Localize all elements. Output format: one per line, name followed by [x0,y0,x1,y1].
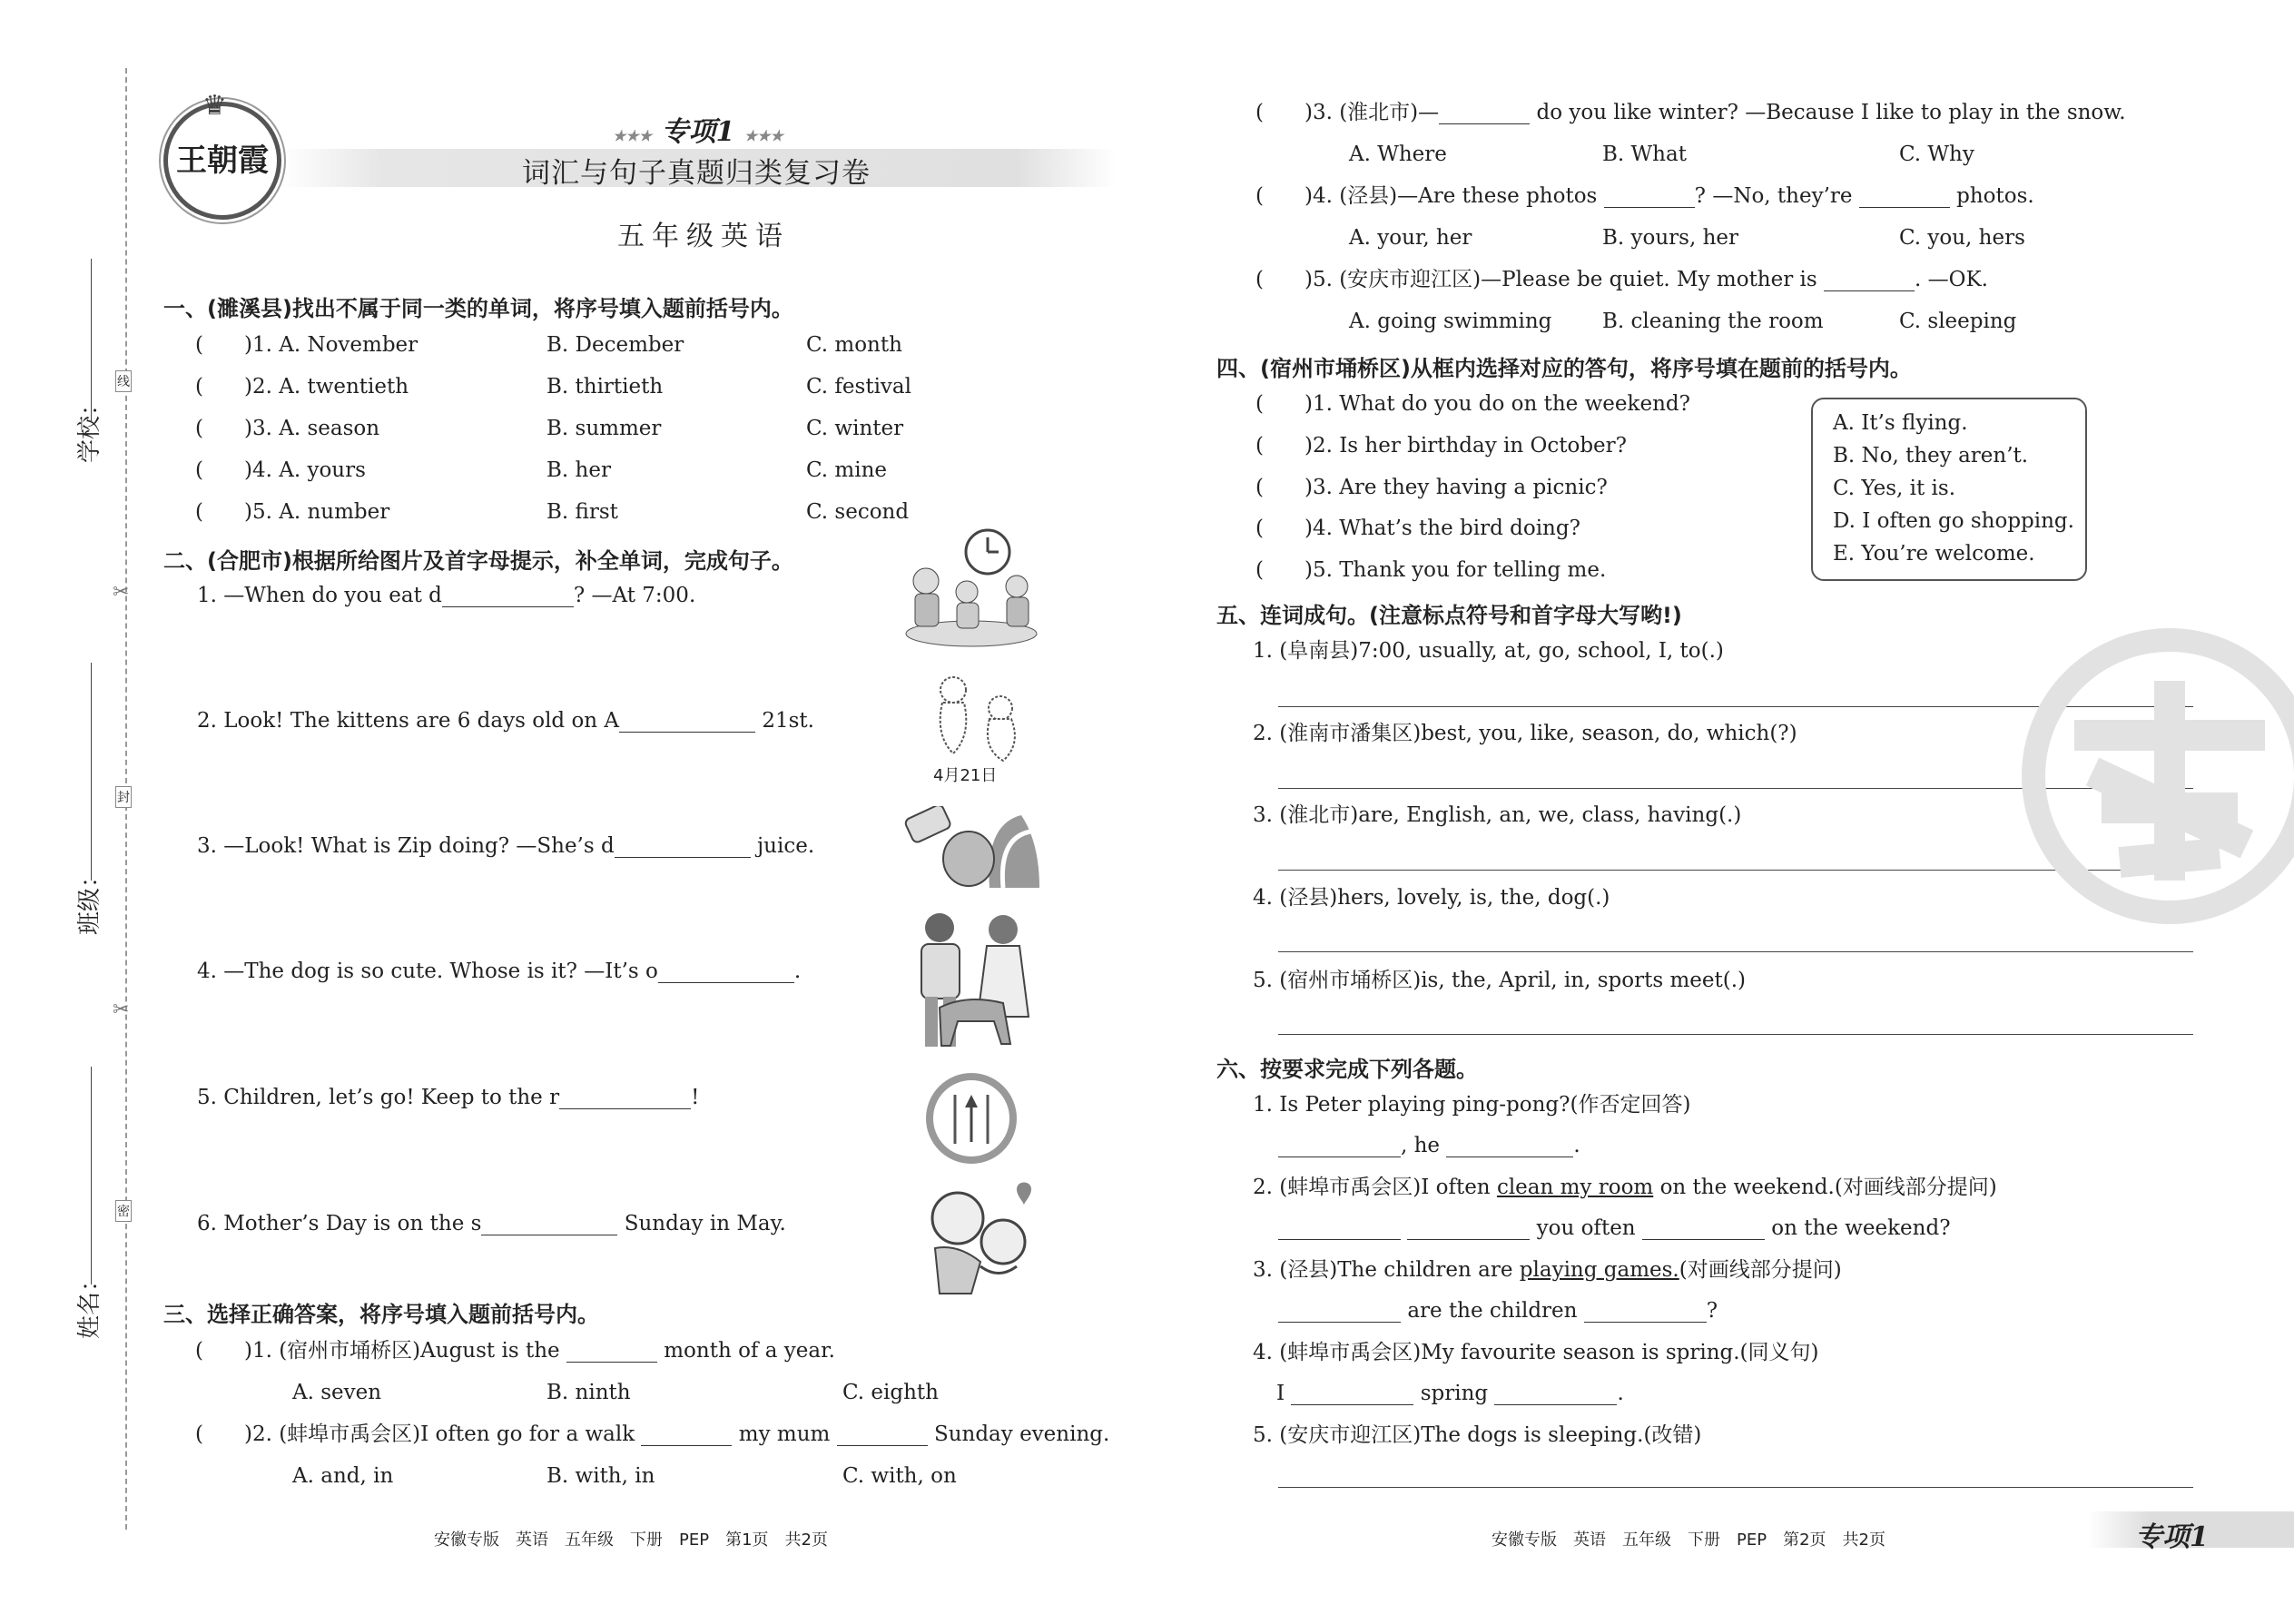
answer-blank[interactable] [1494,1383,1617,1405]
class-label: 班级： [76,863,103,935]
option-c: C. sleeping [1899,310,2017,333]
section6-heading: 六、按要求完成下列各题。 [1216,1057,1478,1082]
list-item: 4. —The dog is so cute. Whose is it? —It’s o . [197,960,802,983]
answer-line[interactable] [1278,951,2193,952]
option-c: C. mine [806,458,887,482]
page-subtitle: 五年级英语 [617,221,790,252]
section4-heading: 四、(宿州市埇桥区)从框内选择对应的答句，将序号填在题前的括号内。 [1216,356,1912,381]
name-label: 姓名： [76,1267,103,1339]
list-item: ( )1. What do you do on the weekend? [1255,392,1690,416]
binding-margin [0,0,163,1543]
list-item: ( )2. A. twentieth [195,375,409,399]
option-a: A. your, her [1349,226,1472,250]
section3-heading: 三、选择正确答案，将序号填入题前括号内。 [163,1302,599,1327]
crown-icon: ♛ [202,90,227,122]
cut-mark-xian: 线 [115,370,132,392]
answer-line[interactable] [1278,1487,2193,1488]
list-item: ( )3. Are they having a picnic? [1255,476,1608,499]
answer-blank[interactable] [1278,1300,1401,1323]
answer-line[interactable] [1278,1034,2193,1035]
answer-blank[interactable] [1584,1300,1707,1323]
option-b: B. cleaning the room [1602,310,1824,333]
option-item: D. I often go shopping. [1833,509,2074,533]
option-a: A. seven [292,1381,382,1404]
option-c: C. with, on [842,1464,957,1488]
option-item: E. You’re welcome. [1833,542,2035,566]
list-item: 3. —Look! What is Zip doing? —She’s d juice. [197,834,815,858]
list-item: 6. Mother’s Day is on the s Sunday in May. [197,1212,786,1235]
question: 1. Is Peter playing ping-pong?(作否定回答) [1253,1093,1691,1117]
option-a: A. going swimming [1349,310,1552,333]
option-b: B. December [546,333,684,357]
section2-heading: 二、(合肥市)根据所给图片及首字母提示，补全单词，完成句子。 [163,548,793,574]
answer-blank[interactable] [658,960,794,983]
mothers-day-picture [917,1180,1044,1298]
answer-blank[interactable] [1859,185,1950,208]
answer-blank[interactable] [442,585,574,607]
series-tag-text: 专项1 [661,116,735,148]
secret-seal-watermark [2020,626,2294,926]
list-item: ( )2. (蚌埠市禹会区)I often go for a walk my mum Sunday evening. [195,1422,1110,1446]
answer-blank[interactable] [1439,102,1530,124]
answer-blank[interactable] [559,1087,691,1109]
list-item: ( )5. (安庆市迎江区)—Please be quiet. My mother is . —OK. [1255,268,1988,291]
list-item: 2. (淮南市潘集区)best, you, like, season, do, which(?) [1253,722,1797,745]
question: 3. (泾县)The children are playing games.(对画线部分提问) [1253,1258,1842,1282]
kittens-picture [917,672,1035,772]
answer-blank[interactable] [481,1213,617,1235]
logo [163,90,281,220]
footer-tag: 专项1 [2135,1521,2209,1553]
list-item: ( )1. A. November [195,333,418,357]
list-item: 2. Look! The kittens are 6 days old on A 21st. [197,709,814,733]
logo-text: 王朝霞 [176,143,269,179]
cut-mark-mi: 密 [115,1200,132,1222]
underlined-phrase: clean my room [1496,1176,1654,1199]
answer-blank[interactable] [641,1423,732,1446]
series-tag [613,109,783,149]
answer-blank[interactable] [1604,185,1695,208]
option-item: C. Yes, it is. [1833,477,1956,500]
cut-mark-feng: 封 [115,786,132,808]
list-item: 1. —When do you eat d ? —At 7:00. [197,584,696,607]
option-a: A. and, in [292,1464,394,1488]
option-item: A. It’s flying. [1833,411,1968,435]
list-item: ( )4. (泾县)—Are these photos ? —No, they’re photos. [1255,184,2034,208]
option-b: B. with, in [546,1464,655,1488]
footer-right: 安徽专版 英语 五年级 下册 PEP 第2页 共2页 [1492,1530,1885,1550]
star-icon: ★★★ [743,127,783,144]
option-b: B. What [1602,143,1687,166]
answer-row: , he . [1278,1135,1580,1157]
zip-drinking-picture [903,806,1039,888]
option-c: C. second [806,500,910,524]
list-item: ( )4. What’s the bird doing? [1255,517,1580,540]
answer-blank[interactable] [1642,1217,1765,1240]
school-label: 学校： [76,391,103,463]
answer-blank[interactable] [1407,1217,1530,1240]
keep-right-sign-picture [924,1071,1019,1166]
answer-blank[interactable] [1278,1135,1401,1157]
list-item: 4. (泾县)hers, lovely, is, the, dog(.) [1253,886,1610,910]
class-field[interactable] [91,663,92,881]
option-b: B. ninth [546,1381,631,1404]
option-b: B. her [546,458,611,482]
list-item: 5. Children, let’s go! Keep to the r ! [197,1086,700,1109]
school-field[interactable] [91,259,92,422]
answer-blank[interactable] [837,1423,928,1446]
answer-blank[interactable] [566,1340,657,1363]
picture-caption: 4月21日 [933,766,998,785]
list-item: 3. (淮北市)are, English, an, we, class, having(.) [1253,803,1742,827]
list-item: 1. (阜南县)7:00, usually, at, go, school, I, to(.) [1253,639,1724,663]
option-c: C. eighth [842,1381,939,1404]
option-b: B. yours, her [1602,226,1739,250]
option-c: C. month [806,333,902,357]
list-item: ( )1. (宿州市埇桥区)August is the month of a year. [195,1339,835,1363]
list-item: ( )5. Thank you for telling me. [1255,558,1607,582]
answer-blank[interactable] [1291,1383,1413,1405]
list-item: ( )5. A. number [195,500,390,524]
question: 4. (蚌埠市禹会区)My favourite season is spring.(同义句) [1253,1341,1819,1364]
answer-options-box [1811,398,2087,581]
list-item: ( )3. (淮北市)— do you like winter? —Because I like to play in the snow. [1255,101,2126,124]
question: 5. (安庆市迎江区)The dogs is sleeping.(改错) [1253,1423,1702,1447]
answer-row: you often on the weekend? [1278,1217,1951,1240]
section1-heading: 一、(濉溪县)找出不属于同一类的单词，将序号填入题前括号内。 [163,296,793,321]
list-item: ( )2. Is her birthday in October? [1255,434,1627,458]
answer-row: are the children ? [1278,1300,1718,1323]
option-c: C. Why [1899,143,1974,166]
list-item: ( )3. A. season [195,417,380,440]
list-item: 5. (宿州市埇桥区)is, the, April, in, sports meet(.) [1253,969,1746,992]
scissors-icon: ✂ [113,999,130,1021]
option-a: A. Where [1349,143,1447,166]
option-c: C. festival [806,375,911,399]
section5-heading: 五、连词成句。(注意标点符号和首字母大写哟!) [1216,603,1682,628]
name-field[interactable] [91,1067,92,1284]
list-item: ( )4. A. yours [195,458,366,482]
scissors-icon: ✂ [113,581,130,604]
girl-and-dog-picture [903,908,1039,1053]
option-c: C. you, hers [1899,226,2025,250]
answer-blank[interactable] [619,710,755,733]
option-b: B. summer [546,417,662,440]
underlined-phrase: playing games. [1519,1258,1679,1282]
family-breakfast-picture [899,527,1044,654]
answer-blank[interactable] [1824,269,1915,291]
question: 2. (蚌埠市禹会区)I often clean my room on the weekend.(对画线部分提问) [1253,1176,1997,1199]
answer-row: I spring . [1276,1382,1624,1405]
option-b: B. first [546,500,618,524]
footer-left: 安徽专版 英语 五年级 下册 PEP 第1页 共2页 [434,1530,828,1550]
star-icon: ★★★ [613,127,653,144]
option-item: B. No, they aren’t. [1833,444,2029,468]
answer-blank[interactable] [615,835,751,858]
answer-blank[interactable] [1446,1135,1573,1157]
page-title: 词汇与句子真题归类复习卷 [522,157,871,190]
header [154,91,1144,254]
option-c: C. winter [806,417,904,440]
option-b: B. thirtieth [546,375,664,399]
answer-blank[interactable] [1278,1217,1401,1240]
